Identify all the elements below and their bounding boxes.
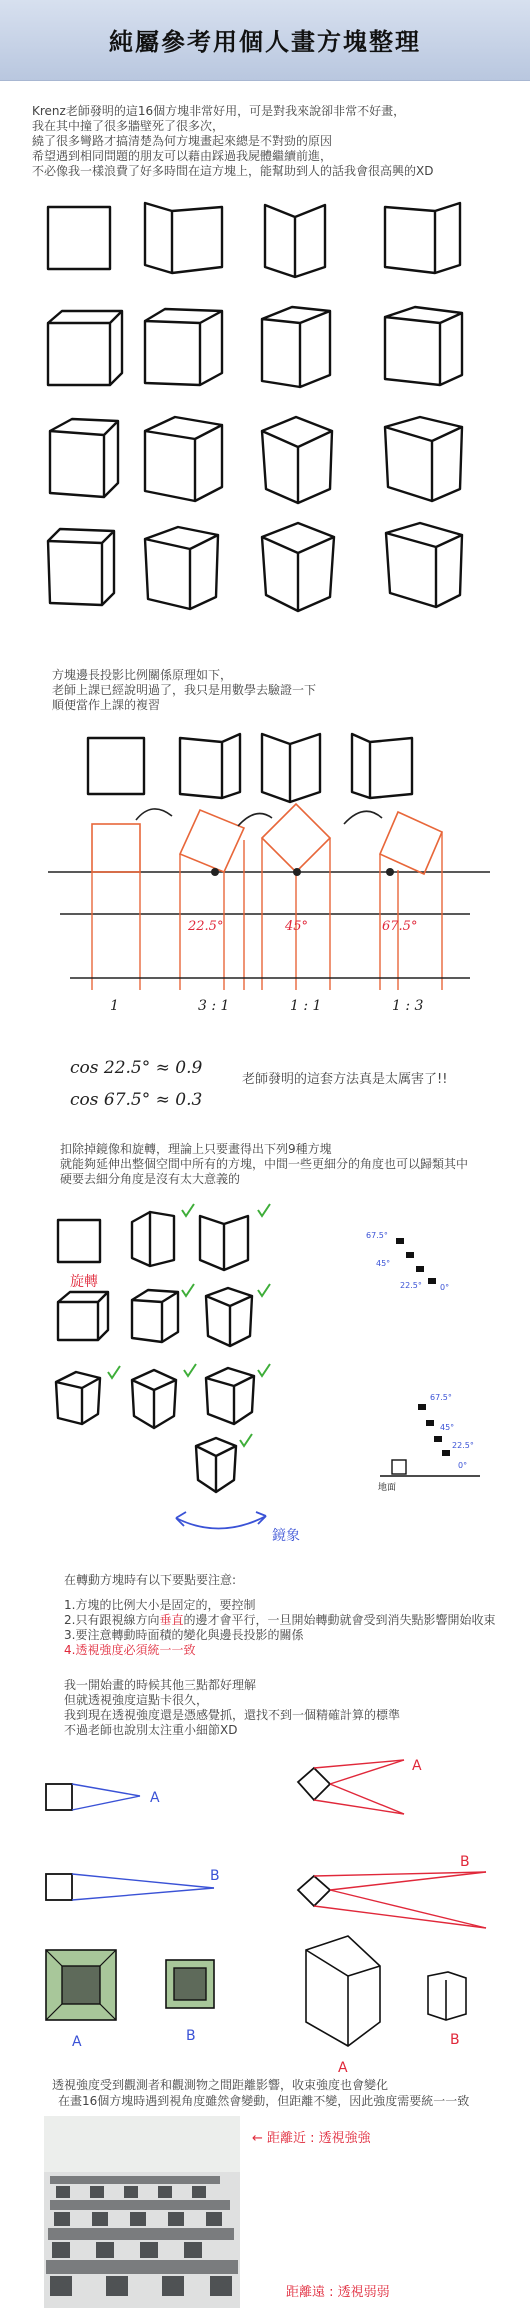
- teacher-comment: 老師發明的這套方法真是太厲害了!!: [242, 1072, 448, 1087]
- angle-small-2: 45°: [376, 1259, 391, 1268]
- label-b-3: B: [186, 2028, 196, 2044]
- point-2-red: 垂直: [159, 1613, 184, 1627]
- intro-line-5: 不必像我一樣浪費了好多時間在這方塊上，能幫助到人的話我會很高興的XD: [32, 164, 434, 178]
- section2-line-1: 方塊邊長投影比例關係原理如下，: [52, 668, 233, 682]
- ratio-label-2: 3 : 1: [198, 998, 230, 1014]
- formula-1: cos 22.5° ≈ 0.9: [70, 1058, 203, 1078]
- point-2-suffix: 的邊才會平行，一旦開始轉動就會受到消失點影響開始收束: [183, 1613, 496, 1627]
- label-b-2: B: [460, 1854, 470, 1870]
- angle-label-1: 22.5°: [188, 919, 224, 934]
- point-1: [64, 1598, 255, 1613]
- ratio-label-3: 1 : 1: [290, 998, 322, 1014]
- mirror-note-2: 鏡象: [272, 1528, 300, 1544]
- label-a-1: A: [150, 1790, 160, 1806]
- section5-line-4: 不過老師也說別太注重小細節XD: [64, 1723, 238, 1737]
- page-title: 純屬參考用個人畫方塊整理: [109, 28, 421, 56]
- label-b-1: B: [210, 1868, 220, 1884]
- angle-small-4: 0°: [440, 1283, 450, 1292]
- point-2-prefix: 2.只有跟視線方向: [64, 1613, 160, 1627]
- point-3-prefix: 3.要注意轉動時面積的變化與邊長投影的關係: [64, 1628, 304, 1642]
- section5-line-3: 我到現在透視強度還是憑感覺抓，還找不到一個精確計算的標準: [64, 1708, 401, 1722]
- angle-label-2: 45°: [285, 919, 309, 934]
- section6-line-1: 透視強度受到觀測者和觀測物之間距離影響，收束強度也會變化: [52, 2078, 389, 2092]
- near-note: ← 距離近 : 透視強強: [252, 2131, 371, 2146]
- angle-small-6: 45°: [440, 1423, 455, 1432]
- ground-note: 地面: [378, 1483, 397, 1493]
- point-1-prefix: 1.方塊的比例大小是固定的，要控制: [64, 1598, 256, 1612]
- perspective-strength-diagram: [0, 1740, 530, 2076]
- section2-line-2: 老師上課已經說明過了，我只是用數學去驗證一下: [52, 683, 317, 697]
- angle-label-3: 67.5°: [382, 919, 418, 934]
- angle-small-5: 67.5°: [430, 1393, 452, 1402]
- section4-title: 在轉動方塊時有以下要點要注意:: [64, 1573, 237, 1587]
- section6-line-2: 在畫16個方塊時遇到視角度雖然會變動，但距離不變，因此強度需要統一一致: [58, 2094, 470, 2108]
- ratio-label-1: 1: [110, 998, 119, 1014]
- intro-line-2: 我在其中撞了很多牆壁死了很多次，: [32, 119, 225, 133]
- angle-small-8: 0°: [458, 1461, 468, 1470]
- angle-small-1: 67.5°: [366, 1231, 388, 1240]
- intro-line-3: 繞了很多彎路才搞清楚為何方塊畫起來總是不對勁的原因: [32, 134, 333, 148]
- section5-line-2: 但就透視強度這點卡很久，: [64, 1693, 209, 1707]
- intro-line-1: Krenz老師發明的這16個方塊非常好用，可是對我來說卻非常不好畫，: [32, 104, 406, 118]
- section5-line-1: 我一開始畫的時候其他三點都好理解: [64, 1678, 257, 1692]
- classroom-photo: [0, 2108, 530, 2308]
- point-3: [64, 1628, 303, 1643]
- label-a-4: A: [338, 2060, 348, 2076]
- section3-line-2: 就能夠延伸出整個空間中所有的方塊，中間一些更細分的角度也可以歸類其中: [60, 1157, 469, 1171]
- formula-2: cos 67.5° ≈ 0.3: [70, 1090, 203, 1110]
- intro-line-4: 希望遇到相同問題的朋友可以藉由踩過我屍體繼續前進，: [32, 149, 333, 163]
- label-b-4: B: [450, 2032, 460, 2048]
- label-a-3: A: [72, 2034, 82, 2050]
- section2-line-3: 順便當作上課的複習: [52, 698, 161, 712]
- point-4-red: 4.透視強度必須統一一致: [64, 1643, 196, 1657]
- title-banner: [0, 0, 530, 81]
- section3-line-1: 扣除掉鏡像和旋轉，理論上只要畫得出下列9種方塊: [60, 1142, 332, 1156]
- far-note: 距離遠 : 透視弱弱: [286, 2285, 390, 2300]
- point-2: [64, 1613, 495, 1628]
- ratio-label-4: 1 : 3: [392, 998, 424, 1014]
- section3-line-3: 硬要去細分角度是沒有太大意義的: [60, 1172, 241, 1186]
- angle-small-3: 22.5°: [400, 1281, 422, 1290]
- projection-diagram: [0, 720, 530, 1060]
- point-4: [64, 1643, 195, 1658]
- label-a-2: A: [412, 1758, 422, 1774]
- nine-cube-diagram: [0, 1190, 530, 1560]
- mirror-note: 旋轉: [70, 1274, 98, 1290]
- angle-small-7: 22.5°: [452, 1441, 474, 1450]
